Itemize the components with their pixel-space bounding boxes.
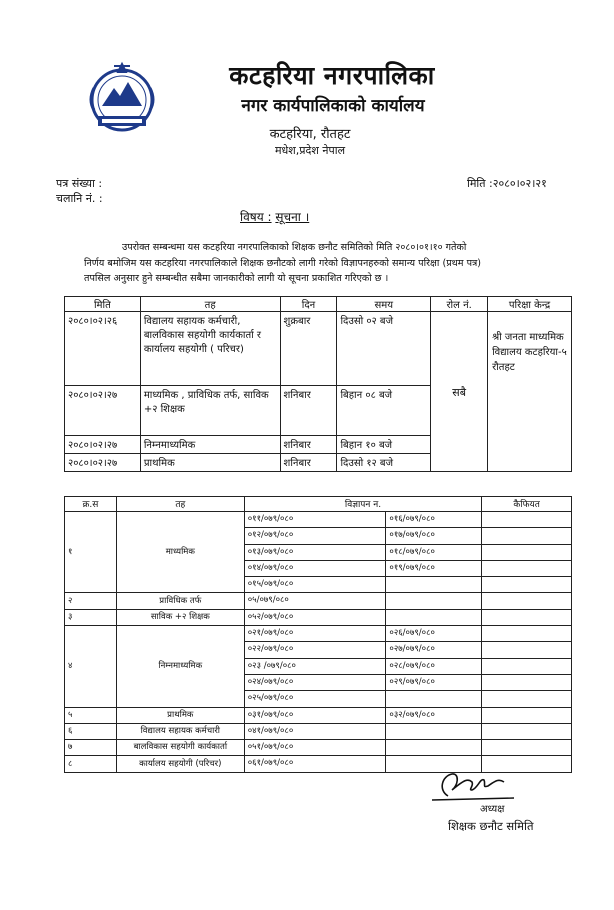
advertisement-number: ०२४/०७९/०८० — [244, 674, 386, 690]
remarks-cell — [482, 674, 572, 690]
municipality-emblem-icon — [84, 60, 160, 136]
serial-number: ८ — [65, 756, 117, 772]
level-name: विद्यालय सहायक कर्मचारी — [116, 723, 244, 739]
office-title: नगर कार्यपालिकाको कार्यालय — [241, 96, 425, 116]
table-row — [65, 740, 572, 756]
advertisement-number: ०१२/०७९/०८० — [244, 528, 386, 544]
advertisement-number: ०११/०७९/०८० — [244, 512, 386, 528]
column-header: तह — [140, 297, 280, 312]
remarks-cell — [482, 707, 572, 723]
advertisement-number — [386, 723, 482, 739]
level-name: माध्यमिक — [116, 512, 244, 593]
body-line: तपसिल अनुसार हुने सम्बन्धीत सबैमा जानकारीको लागी यो सूचना प्रकाशित गरिएको छ । — [84, 273, 389, 284]
advertisement-rows — [65, 512, 572, 773]
advertisement-number: ०३१/०७९/०८० — [244, 707, 386, 723]
advertisement-number: ०२७/०७९/०८० — [386, 642, 482, 658]
table-row — [65, 312, 572, 386]
signature-icon — [428, 768, 528, 804]
column-header: परिक्षा केन्द्र — [488, 297, 572, 312]
advertisement-number: ०१६/०७९/०८० — [386, 512, 482, 528]
exam-time: बिहान ०८ बजे — [337, 386, 431, 436]
advertisement-number: ०३२/०७९/०८० — [386, 707, 482, 723]
municipality-title: कटहरिया नगरपालिका — [229, 61, 435, 90]
advertisement-number: ०५२/०७९/०८० — [244, 609, 386, 625]
exam-day: शुक्रबार — [280, 312, 337, 386]
exam-date: २०८०।०२।२७ — [65, 386, 141, 436]
exam-date: २०८०।०२।२७ — [65, 454, 141, 472]
reference-number-label: पत्र संख्या : — [56, 177, 103, 190]
advertisement-number: ०२३ /०७९/०८० — [244, 658, 386, 674]
committee-name: शिक्षक छनौट समिति — [448, 819, 534, 833]
exam-level: निम्नमाध्यमिक — [140, 436, 280, 454]
table-header-row — [65, 497, 572, 512]
subject-label: विषय : — [240, 210, 272, 224]
column-header: तह — [116, 497, 244, 512]
advertisement-number — [386, 609, 482, 625]
table-row — [65, 593, 572, 609]
column-header: विज्ञापन न. — [244, 497, 481, 512]
exam-date: २०८०।०२।२६ — [65, 312, 141, 386]
advertisement-number: ०५/०७९/०८० — [244, 593, 386, 609]
body-line: उपरोक्त सम्बन्धमा यस कटहरिया नगरपालिकाको शिक्षक छनौट समितिको मिति २०८०।०१।१० गतेको — [122, 242, 467, 253]
exam-time: दिउसो ०२ बजे — [337, 312, 431, 386]
office-location: कटहरिया, रौतहट — [269, 127, 351, 142]
subject-line — [240, 208, 309, 225]
exam-day: शनिबार — [280, 386, 337, 436]
advertisement-number: ०४१/०७९/०८० — [244, 723, 386, 739]
level-name: साविक +२ शिक्षक — [116, 609, 244, 625]
advertisement-number: ०६१/०७९/०८० — [244, 756, 386, 772]
table-row — [65, 626, 572, 642]
level-name: निम्नमाध्यमिक — [116, 626, 244, 707]
roll-number: सबै — [431, 312, 488, 472]
column-header: समय — [337, 297, 431, 312]
level-name: प्राथमिक — [116, 707, 244, 723]
exam-day: शनिबार — [280, 454, 337, 472]
level-name: प्राविधिक तर्फ — [116, 593, 244, 609]
serial-number: १ — [65, 512, 117, 593]
exam-center: श्री जनता माध्यमिक विद्यालय कटहरिया-५ रौतहट — [488, 312, 572, 472]
serial-number: २ — [65, 593, 117, 609]
exam-time: दिउसो १२ बजे — [337, 454, 431, 472]
body-line: निर्णय बमोजिम यस कटहरिया नगरपालिकाले शिक्षक छनौटको लागी गरेको विज्ञापनहरुको समान्य परिक्षा (प्रथम पत्र) — [84, 257, 482, 269]
remarks-cell — [482, 528, 572, 544]
exam-date: २०८०।०२।२७ — [65, 436, 141, 454]
exam-level: प्राथमिक — [140, 454, 280, 472]
remarks-cell — [482, 642, 572, 658]
column-header: कैफियत — [482, 497, 572, 512]
table-header-row — [65, 297, 572, 312]
advertisement-number: ०२८/०७९/०८० — [386, 658, 482, 674]
advertisement-number: ०२१/०७९/०८० — [244, 626, 386, 642]
remarks-cell — [482, 593, 572, 609]
advertisement-table — [64, 496, 572, 773]
advertisement-number: ०५१/०७९/०८० — [244, 740, 386, 756]
advertisement-number: ०२२/०७९/०८० — [244, 642, 386, 658]
dispatch-number-label: चलानि नं. : — [56, 192, 103, 205]
advertisement-number: ०२५/०७९/०८० — [244, 691, 386, 707]
signatory-title: अध्यक्ष — [480, 804, 505, 815]
remarks-cell — [482, 560, 572, 576]
table-row — [65, 723, 572, 739]
remarks-cell — [482, 609, 572, 625]
exam-time: बिहान १० बजे — [337, 436, 431, 454]
column-header: दिन — [280, 297, 337, 312]
level-name: कार्यालय सहयोगी (परिचर) — [116, 756, 244, 772]
notice-body — [84, 240, 584, 287]
remarks-cell — [482, 691, 572, 707]
exam-day: शनिबार — [280, 436, 337, 454]
table-row — [65, 707, 572, 723]
column-header: क्र.स — [65, 497, 117, 512]
advertisement-number: ०१५/०७९/०८० — [244, 577, 386, 593]
advertisement-number: ०१३/०७९/०८० — [244, 544, 386, 560]
province-name: मधेश,प्रदेश नेपाल — [274, 144, 346, 157]
advertisement-number: ०१७/०७९/०८० — [386, 528, 482, 544]
advertisement-number: ०१४/०७९/०८० — [244, 560, 386, 576]
advertisement-number: ०१८/०७९/०८० — [386, 544, 482, 560]
column-header: मिति — [65, 297, 141, 312]
advertisement-number — [386, 691, 482, 707]
advertisement-number: ०२६/०७९/०८० — [386, 626, 482, 642]
serial-number: ३ — [65, 609, 117, 625]
table-row — [65, 609, 572, 625]
remarks-cell — [482, 740, 572, 756]
exam-level: विद्यालय सहायक कर्मचारी, बालविकास सहयोगी कार्यकार्ता र कार्यालय सहयोगी ( परिचर) — [140, 312, 280, 386]
serial-number: ५ — [65, 707, 117, 723]
serial-number: ७ — [65, 740, 117, 756]
remarks-cell — [482, 544, 572, 560]
advertisement-number: ०२९/०७९/०८० — [386, 674, 482, 690]
column-header: रोल नं. — [431, 297, 488, 312]
serial-number: ६ — [65, 723, 117, 739]
serial-number: ४ — [65, 626, 117, 707]
letter-date: मिति :२०८०।०२।२१ — [467, 177, 547, 190]
remarks-cell — [482, 577, 572, 593]
exam-level: माध्यमिक , प्राविधिक तर्फ, साविक +२ शिक्षक — [140, 386, 280, 436]
advertisement-number — [386, 577, 482, 593]
subject-text: सूचना । — [275, 210, 310, 224]
level-name: बालविकास सहयोगी कार्यकार्ता — [116, 740, 244, 756]
advertisement-number — [386, 593, 482, 609]
advertisement-number: ०१९/०७९/०८० — [386, 560, 482, 576]
remarks-cell — [482, 512, 572, 528]
table-row — [65, 512, 572, 528]
remarks-cell — [482, 626, 572, 642]
advertisement-number — [386, 740, 482, 756]
remarks-cell — [482, 723, 572, 739]
exam-schedule-table — [64, 296, 572, 472]
remarks-cell — [482, 658, 572, 674]
